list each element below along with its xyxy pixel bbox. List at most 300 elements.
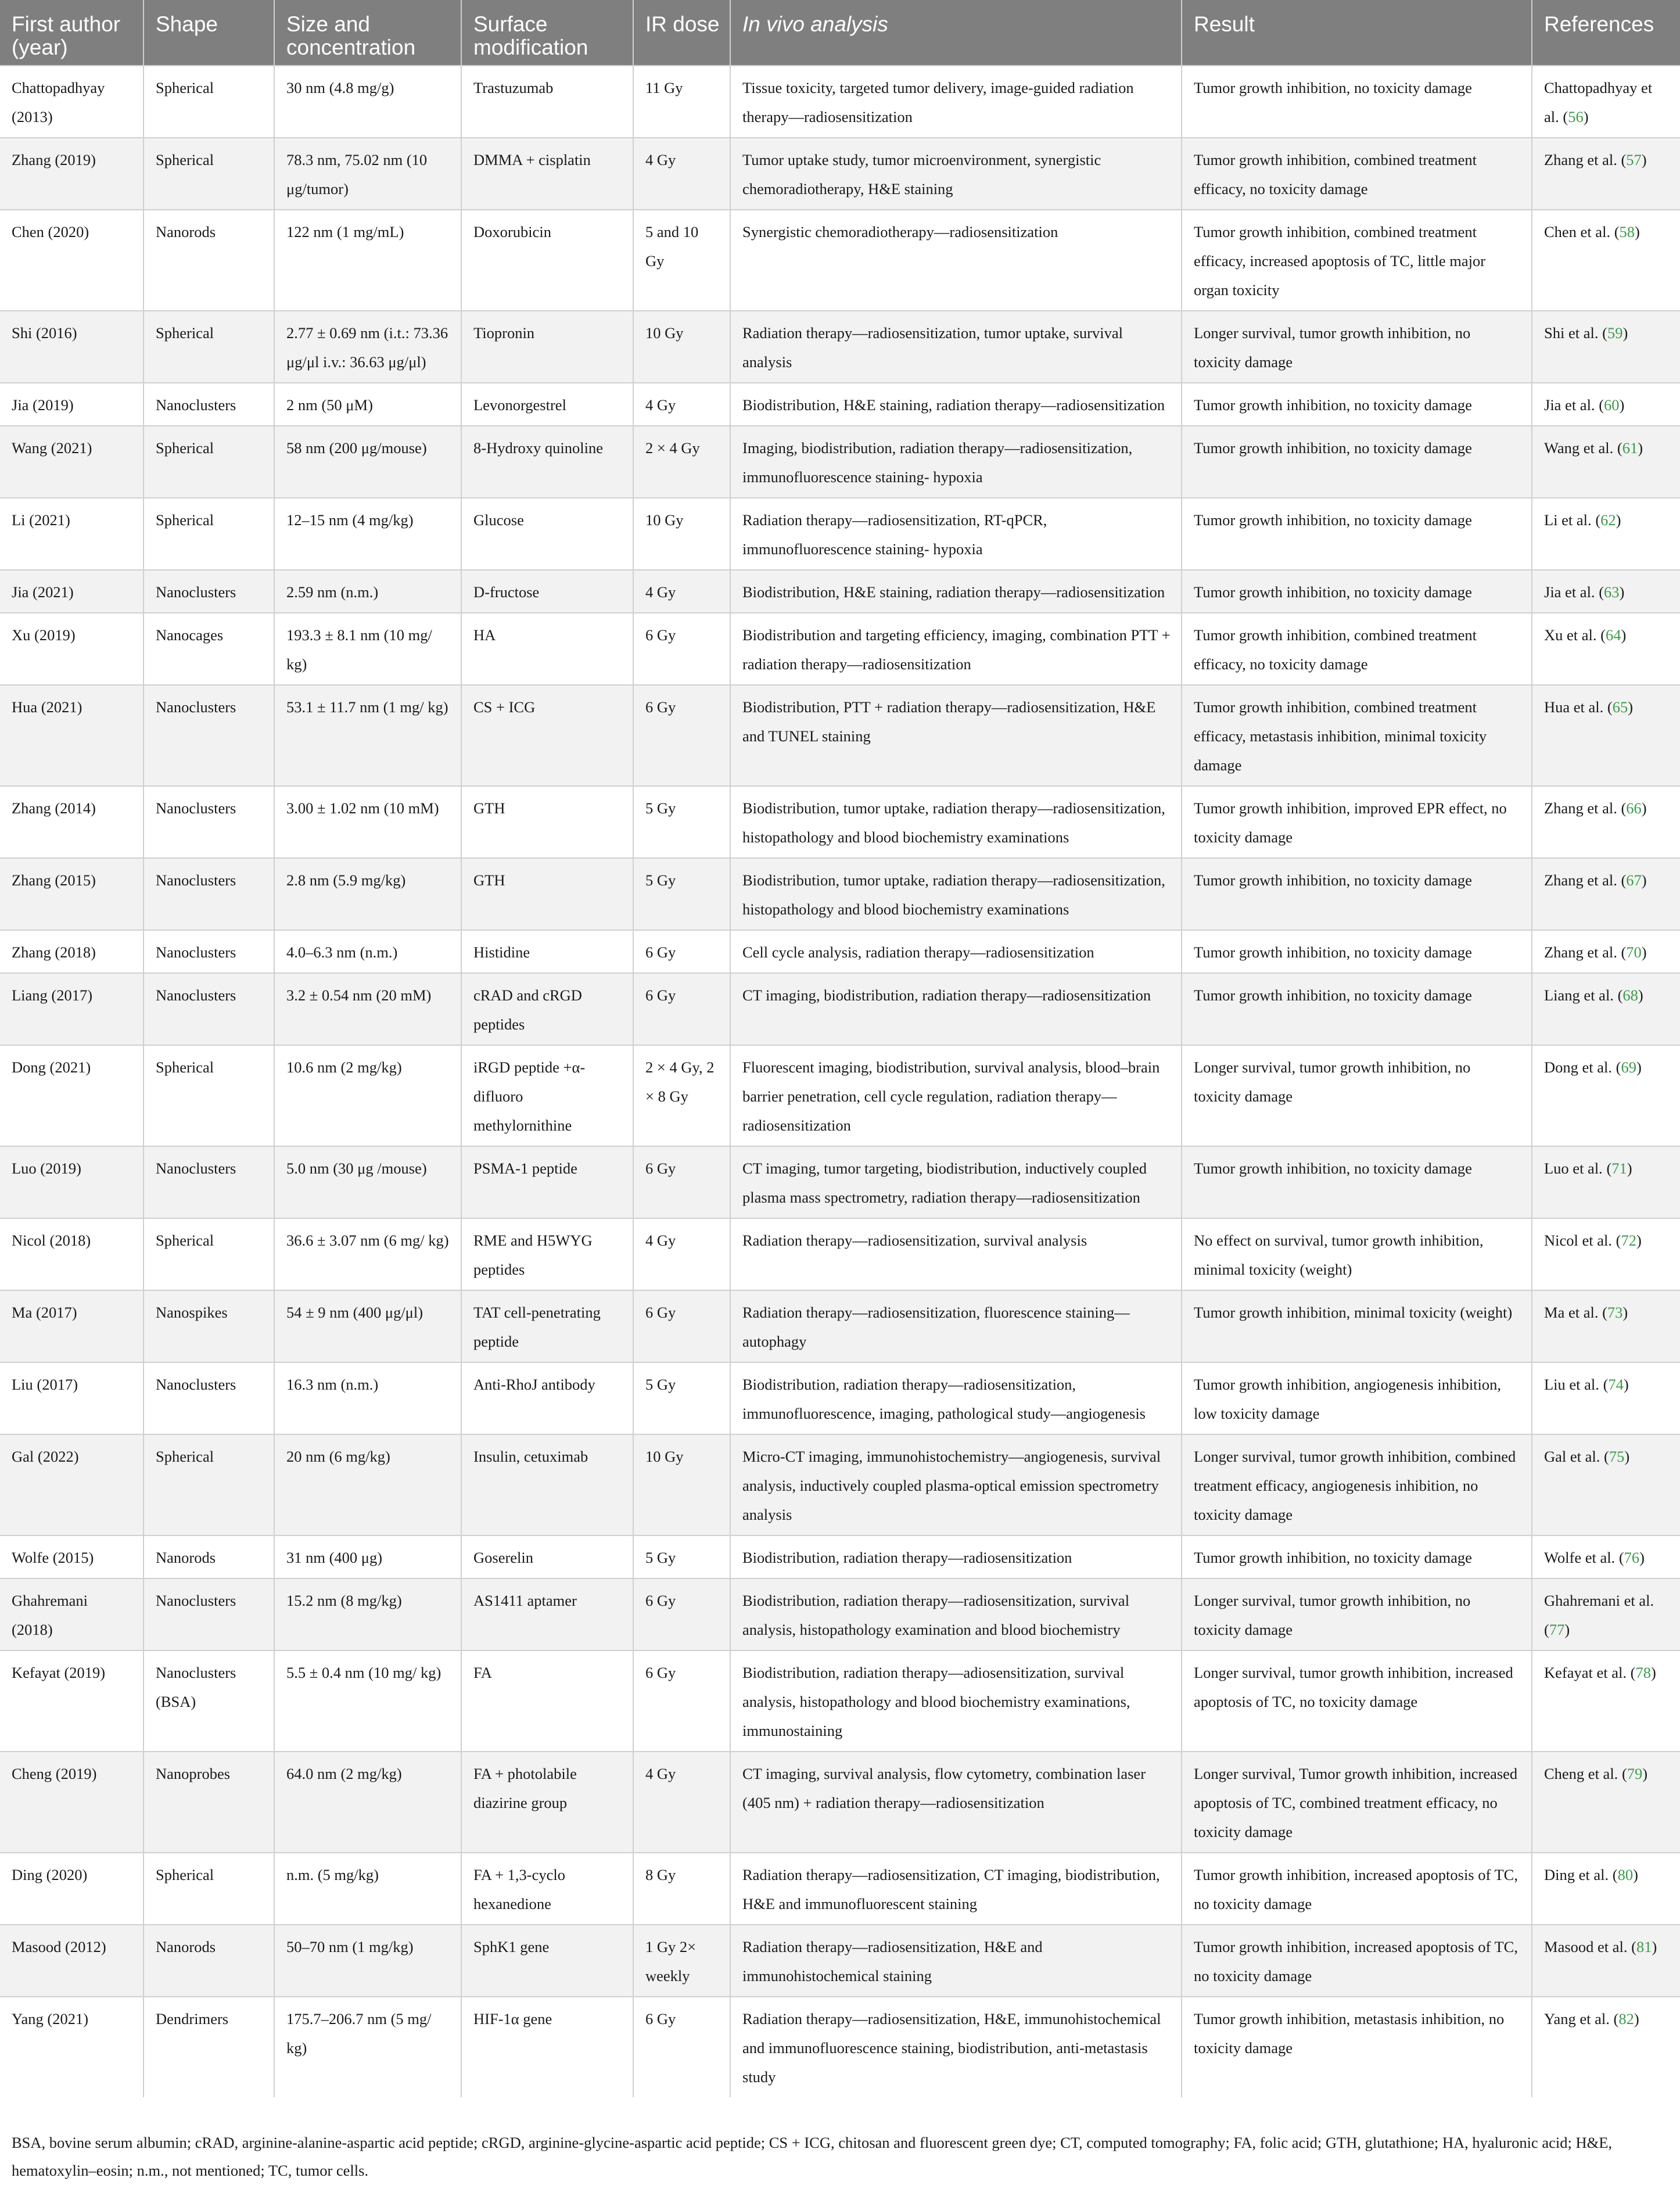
reference-author: Liu et al. <box>1544 1376 1599 1393</box>
cell-first-author: Nicol (2018) <box>0 1218 143 1290</box>
reference-number-link[interactable]: 73 <box>1607 1304 1623 1321</box>
cell-in-vivo: Imaging, biodistribution, radiation therapy—radiosensitization, immunofluorescence staining- hypoxia <box>730 426 1182 498</box>
cell-in-vivo: Radiation therapy—radiosensitization, survival analysis <box>730 1218 1182 1290</box>
reference-open-paren: ( <box>1627 1938 1636 1955</box>
cell-size: 10.6 nm (2 mg/kg) <box>274 1045 461 1146</box>
cell-ir-dose: 10 Gy <box>633 498 730 570</box>
cell-ir-dose: 4 Gy <box>633 1752 730 1853</box>
cell-in-vivo: Radiation therapy—radiosensitization, fluorescence staining—autophagy <box>730 1290 1182 1362</box>
cell-ir-dose: 6 Gy <box>633 973 730 1045</box>
cell-references <box>1532 426 1680 498</box>
cell-references <box>1532 786 1680 858</box>
cell-surface: Trastuzumab <box>461 66 633 138</box>
reference-number-link[interactable]: 62 <box>1600 511 1616 529</box>
reference-close-paren: ) <box>1652 1938 1657 1955</box>
reference-author: Zhang et al. <box>1544 799 1617 817</box>
cell-surface: HA <box>461 613 633 685</box>
cell-result: Tumor growth inhibition, combined treatment efficacy, no toxicity damage <box>1182 613 1532 685</box>
cell-ir-dose: 1 Gy 2× weekly <box>633 1925 730 1997</box>
reference-open-paren: ( <box>1617 943 1627 961</box>
cell-surface: D-fructose <box>461 570 633 613</box>
reference-open-paren: ( <box>1613 986 1623 1004</box>
reference-author: Zhang et al. <box>1544 871 1617 889</box>
reference-author: Jia et al. <box>1544 583 1595 601</box>
cell-references <box>1532 1290 1680 1362</box>
reference-number-link[interactable]: 79 <box>1627 1765 1643 1782</box>
cell-shape: Spherical <box>143 66 274 138</box>
reference-author: Yang et al. <box>1544 2010 1610 2028</box>
cell-surface: TAT cell-penetrating peptide <box>461 1290 633 1362</box>
reference-open-paren: ( <box>1609 1866 1618 1883</box>
reference-author: Wang et al. <box>1544 439 1614 457</box>
reference-close-paren: ) <box>1623 1376 1629 1393</box>
cell-size: 122 nm (1 mg/mL) <box>274 210 461 311</box>
table-row <box>0 570 1680 613</box>
cell-in-vivo: Biodistribution and targeting efficiency, imaging, combination PTT + radiation therapy—radiosensitization <box>730 613 1182 685</box>
reference-open-paren: ( <box>1559 108 1568 125</box>
reference-number-link[interactable]: 60 <box>1604 396 1620 414</box>
cell-size: 3.00 ± 1.02 nm (10 mM) <box>274 786 461 858</box>
cell-first-author: Luo (2019) <box>0 1146 143 1218</box>
cell-ir-dose: 5 Gy <box>633 1362 730 1434</box>
reference-close-paren: ) <box>1564 1621 1570 1638</box>
cell-in-vivo: Biodistribution, H&E staining, radiation therapy—radiosensitization <box>730 383 1182 426</box>
cell-size: 64.0 nm (2 mg/kg) <box>274 1752 461 1853</box>
cell-first-author: Chen (2020) <box>0 210 143 311</box>
reference-close-paren: ) <box>1635 223 1640 241</box>
reference-open-paren: ( <box>1603 698 1613 716</box>
cell-ir-dose: 5 and 10 Gy <box>633 210 730 311</box>
cell-result: Tumor growth inhibition, no toxicity damage <box>1182 973 1532 1045</box>
header-references: References <box>1532 0 1680 66</box>
cell-first-author: Zhang (2015) <box>0 858 143 930</box>
reference-close-paren: ) <box>1639 1549 1645 1566</box>
reference-number-link[interactable]: 76 <box>1624 1549 1640 1566</box>
reference-number-link[interactable]: 82 <box>1618 2010 1634 2028</box>
cell-references <box>1532 1650 1680 1752</box>
cell-references <box>1532 1045 1680 1146</box>
cell-shape: Nanoclusters <box>143 1578 274 1650</box>
table-body <box>0 66 1680 2097</box>
cell-in-vivo: Biodistribution, PTT + radiation therapy—radiosensitization, H&E and TUNEL staining <box>730 685 1182 786</box>
cell-first-author: Jia (2019) <box>0 383 143 426</box>
cell-surface: cRAD and cRGD peptides <box>461 973 633 1045</box>
cell-ir-dose: 6 Gy <box>633 1290 730 1362</box>
header-surface: Surface modification <box>461 0 633 66</box>
table-row <box>0 1434 1680 1535</box>
reference-close-paren: ) <box>1627 1160 1632 1177</box>
cell-surface: AS1411 aptamer <box>461 1578 633 1650</box>
reference-number-link[interactable]: 69 <box>1621 1058 1636 1076</box>
cell-in-vivo: Fluorescent imaging, biodistribution, survival analysis, blood–brain barrier penetration, cell cycle regulation, radiation therapy—radiosensitization <box>730 1045 1182 1146</box>
cell-result: Longer survival, tumor growth inhibition, no toxicity damage <box>1182 1578 1532 1650</box>
cell-shape: Nanoclusters <box>143 858 274 930</box>
table-row <box>0 311 1680 383</box>
cell-result: Tumor growth inhibition, combined treatment efficacy, metastasis inhibition, minimal toxicity damage <box>1182 685 1532 786</box>
cell-ir-dose: 6 Gy <box>633 1146 730 1218</box>
cell-references <box>1532 1853 1680 1925</box>
cell-result: Longer survival, tumor growth inhibition, increased apoptosis of TC, no toxicity damage <box>1182 1650 1532 1752</box>
table-row <box>0 1578 1680 1650</box>
cell-shape: Nanoclusters <box>143 685 274 786</box>
cell-ir-dose: 6 Gy <box>633 685 730 786</box>
table-row <box>0 1535 1680 1578</box>
cell-in-vivo: Cell cycle analysis, radiation therapy—radiosensitization <box>730 930 1182 973</box>
cell-result: Tumor growth inhibition, no toxicity damage <box>1182 1146 1532 1218</box>
reference-author: Wolfe et al. <box>1544 1549 1616 1566</box>
cell-size: 15.2 nm (8 mg/kg) <box>274 1578 461 1650</box>
cell-in-vivo: Radiation therapy—radiosensitization, tumor uptake, survival analysis <box>730 311 1182 383</box>
reference-close-paren: ) <box>1641 871 1647 889</box>
table-row <box>0 685 1680 786</box>
reference-open-paren: ( <box>1609 2010 1619 2028</box>
reference-number-link[interactable]: 78 <box>1635 1664 1651 1681</box>
reference-author: Hua et al. <box>1544 698 1604 716</box>
reference-author: Ghahremani et al. <box>1544 1592 1654 1609</box>
cell-size: 4.0–6.3 nm (n.m.) <box>274 930 461 973</box>
cell-surface: Anti-RhoJ antibody <box>461 1362 633 1434</box>
reference-number-link[interactable]: 58 <box>1619 223 1635 241</box>
reference-author: Ma et al. <box>1544 1304 1599 1321</box>
table-row <box>0 930 1680 973</box>
cell-shape: Spherical <box>143 1218 274 1290</box>
cell-first-author: Zhang (2018) <box>0 930 143 973</box>
cell-shape: Nanoclusters <box>143 930 274 973</box>
cell-surface: FA + photolabile diazirine group <box>461 1752 633 1853</box>
cell-references <box>1532 930 1680 973</box>
cell-result: Tumor growth inhibition, angiogenesis inhibition, low toxicity damage <box>1182 1362 1532 1434</box>
cell-in-vivo: Biodistribution, radiation therapy—radiosensitization, immunofluorescence, imaging, pathological study—angiogenesis <box>730 1362 1182 1434</box>
cell-first-author: Jia (2021) <box>0 570 143 613</box>
reference-open-paren: ( <box>1617 799 1627 817</box>
reference-author: Zhang et al. <box>1544 151 1617 168</box>
table-row <box>0 138 1680 210</box>
reference-number-link[interactable]: 72 <box>1621 1232 1636 1249</box>
cell-surface: Goserelin <box>461 1535 633 1578</box>
table-row <box>0 1146 1680 1218</box>
reference-number-link[interactable]: 80 <box>1617 1866 1634 1883</box>
cell-size: 12–15 nm (4 mg/kg) <box>274 498 461 570</box>
cell-ir-dose: 6 Gy <box>633 613 730 685</box>
table-row <box>0 1853 1680 1925</box>
cell-references <box>1532 66 1680 138</box>
cell-in-vivo: Biodistribution, H&E staining, radiation therapy—radiosensitization <box>730 570 1182 613</box>
table-row <box>0 786 1680 858</box>
cell-references <box>1532 1218 1680 1290</box>
reference-open-paren: ( <box>1596 626 1606 644</box>
cell-shape: Nanoclusters <box>143 570 274 613</box>
cell-first-author: Shi (2016) <box>0 311 143 383</box>
cell-result: Tumor growth inhibition, no toxicity damage <box>1182 426 1532 498</box>
cell-first-author: Xu (2019) <box>0 613 143 685</box>
cell-first-author: Yang (2021) <box>0 1997 143 2097</box>
cell-references <box>1532 570 1680 613</box>
cell-in-vivo: CT imaging, biodistribution, radiation therapy—radiosensitization <box>730 973 1182 1045</box>
reference-number-link[interactable]: 64 <box>1605 626 1621 644</box>
cell-surface: SphK1 gene <box>461 1925 633 1997</box>
cell-surface: FA + 1,3-cyclo hexanedione <box>461 1853 633 1925</box>
cell-references <box>1532 1997 1680 2097</box>
cell-surface: 8-Hydroxy quinoline <box>461 426 633 498</box>
reference-author: Kefayat et al. <box>1544 1664 1627 1681</box>
cell-shape: Nanoclusters <box>143 1146 274 1218</box>
cell-surface: RME and H5WYG peptides <box>461 1218 633 1290</box>
cell-shape: Spherical <box>143 1045 274 1146</box>
reference-open-paren: ( <box>1610 223 1620 241</box>
cell-ir-dose: 5 Gy <box>633 858 730 930</box>
cell-size: 2.77 ± 0.69 nm (i.t.: 73.36 μg/μl i.v.: 36.63 μg/μl) <box>274 311 461 383</box>
cell-first-author: Chattopadhyay (2013) <box>0 66 143 138</box>
table-row <box>0 1290 1680 1362</box>
reference-author: Jia et al. <box>1544 396 1595 414</box>
reference-number-link[interactable]: 65 <box>1612 698 1628 716</box>
cell-surface: Doxorubicin <box>461 210 633 311</box>
cell-ir-dose: 6 Gy <box>633 1578 730 1650</box>
cell-ir-dose: 8 Gy <box>633 1853 730 1925</box>
cell-shape: Nanoclusters <box>143 786 274 858</box>
reference-number-link[interactable]: 70 <box>1626 943 1642 961</box>
table-row <box>0 210 1680 311</box>
cell-first-author: Wang (2021) <box>0 426 143 498</box>
reference-open-paren: ( <box>1602 1160 1612 1177</box>
cell-ir-dose: 6 Gy <box>633 1997 730 2097</box>
cell-result: Longer survival, Tumor growth inhibition, increased apoptosis of TC, combined treatment efficacy, no toxicity damage <box>1182 1752 1532 1853</box>
cell-result: Tumor growth inhibition, metastasis inhibition, no toxicity damage <box>1182 1997 1532 2097</box>
reference-close-paren: ) <box>1622 324 1628 342</box>
cell-first-author: Zhang (2014) <box>0 786 143 858</box>
cell-surface: Glucose <box>461 498 633 570</box>
cell-surface: Levonorgestrel <box>461 383 633 426</box>
reference-open-paren: ( <box>1617 871 1627 889</box>
cell-references <box>1532 1925 1680 1997</box>
cell-size: 54 ± 9 nm (400 μg/μl) <box>274 1290 461 1362</box>
cell-in-vivo: Biodistribution, tumor uptake, radiation therapy—radiosensitization, histopathology and blood biochemistry examinations <box>730 786 1182 858</box>
cell-result: Tumor growth inhibition, combined treatment efficacy, no toxicity damage <box>1182 138 1532 210</box>
header-ir-dose: IR dose <box>633 0 730 66</box>
cell-surface: HIF-1α gene <box>461 1997 633 2097</box>
reference-author: Shi et al. <box>1544 324 1599 342</box>
cell-in-vivo: Tumor uptake study, tumor microenvironment, synergistic chemoradiotherapy, H&E staining <box>730 138 1182 210</box>
cell-in-vivo: Radiation therapy—radiosensitization, CT imaging, biodistribution, H&E and immunofluorescent staining <box>730 1853 1182 1925</box>
header-size: Size and concentration <box>274 0 461 66</box>
cell-result: Tumor growth inhibition, no toxicity damage <box>1182 383 1532 426</box>
reference-close-paren: ) <box>1641 943 1647 961</box>
reference-author: Nicol et al. <box>1544 1232 1612 1249</box>
cell-surface: CS + ICG <box>461 685 633 786</box>
cell-first-author: Cheng (2019) <box>0 1752 143 1853</box>
cell-first-author: Masood (2012) <box>0 1925 143 1997</box>
cell-in-vivo: Micro-CT imaging, immunohistochemistry—angiogenesis, survival analysis, inductively coupled plasma-optical emission spectrometry analysis <box>730 1434 1182 1535</box>
reference-number-link[interactable]: 67 <box>1626 871 1642 889</box>
cell-first-author: Liang (2017) <box>0 973 143 1045</box>
cell-size: 53.1 ± 11.7 nm (1 mg/ kg) <box>274 685 461 786</box>
cell-in-vivo: Biodistribution, tumor uptake, radiation therapy—radiosensitization, histopathology and blood biochemistry examinations <box>730 858 1182 930</box>
cell-size: 193.3 ± 8.1 nm (10 mg/ kg) <box>274 613 461 685</box>
cell-shape: Nanoclusters (BSA) <box>143 1650 274 1752</box>
cell-references <box>1532 685 1680 786</box>
reference-close-paren: ) <box>1628 698 1634 716</box>
cell-references <box>1532 1535 1680 1578</box>
reference-close-paren: ) <box>1634 2010 1639 2028</box>
table-row <box>0 1997 1680 2097</box>
cell-in-vivo: Biodistribution, radiation therapy—adiosensitization, survival analysis, histopathology and blood biochemistry examinations, immunostaining <box>730 1650 1182 1752</box>
cell-surface: GTH <box>461 786 633 858</box>
cell-shape: Nanorods <box>143 1535 274 1578</box>
cell-references <box>1532 210 1680 311</box>
reference-close-paren: ) <box>1638 986 1643 1004</box>
cell-first-author: Li (2021) <box>0 498 143 570</box>
cell-references <box>1532 973 1680 1045</box>
cell-surface: Histidine <box>461 930 633 973</box>
cell-ir-dose: 6 Gy <box>633 930 730 973</box>
reference-number-link[interactable]: 56 <box>1568 108 1584 125</box>
cell-size: 175.7–206.7 nm (5 mg/ kg) <box>274 1997 461 2097</box>
table-row <box>0 1218 1680 1290</box>
reference-open-paren: ( <box>1617 151 1627 168</box>
reference-number-link[interactable]: 59 <box>1607 324 1623 342</box>
reference-close-paren: ) <box>1619 396 1625 414</box>
reference-open-paren: ( <box>1627 1664 1636 1681</box>
reference-close-paren: ) <box>1641 799 1647 817</box>
cell-ir-dose: 5 Gy <box>633 1535 730 1578</box>
header-row <box>0 0 1680 66</box>
cell-ir-dose: 11 Gy <box>633 66 730 138</box>
cell-result: Tumor growth inhibition, increased apoptosis of TC, no toxicity damage <box>1182 1853 1532 1925</box>
cell-size: 3.2 ± 0.54 nm (20 mM) <box>274 973 461 1045</box>
table-row <box>0 1925 1680 1997</box>
reference-number-link[interactable]: 68 <box>1622 986 1638 1004</box>
cell-shape: Nanoprobes <box>143 1752 274 1853</box>
reference-number-link[interactable]: 63 <box>1604 583 1620 601</box>
cell-size: 2.8 nm (5.9 mg/kg) <box>274 858 461 930</box>
cell-shape: Nanoclusters <box>143 973 274 1045</box>
cell-result: Longer survival, tumor growth inhibition, combined treatment efficacy, angiogenesis inhibition, no toxicity damage <box>1182 1434 1532 1535</box>
cell-in-vivo: Biodistribution, radiation therapy—radiosensitization <box>730 1535 1182 1578</box>
cell-size: 31 nm (400 μg) <box>274 1535 461 1578</box>
cell-in-vivo: Tissue toxicity, targeted tumor delivery, image-guided radiation therapy—radiosensitization <box>730 66 1182 138</box>
reference-author: Li et al. <box>1544 511 1592 529</box>
cell-references <box>1532 498 1680 570</box>
reference-author: Dong et al. <box>1544 1058 1613 1076</box>
cell-references <box>1532 1578 1680 1650</box>
cell-size: 5.0 nm (30 μg /mouse) <box>274 1146 461 1218</box>
table-footnote: BSA, bovine serum albumin; cRAD, arginine-alanine-aspartic acid peptide; cRGD, arginine-glycine-aspartic acid peptide; CS + ICG, chitosan and fluorescent green dye; CT, computed tomography; FA, folic acid; GTH, glutathione; HA, hyaluronic acid; H&E, hematoxylin–eosin; n.m., not mentioned; TC, tumor cells. <box>12 2134 1613 2179</box>
reference-author: Chen et al. <box>1544 223 1611 241</box>
cell-surface: DMMA + cisplatin <box>461 138 633 210</box>
cell-size: n.m. (5 mg/kg) <box>274 1853 461 1925</box>
reference-open-paren: ( <box>1544 1621 1549 1638</box>
cell-shape: Nanocages <box>143 613 274 685</box>
reference-open-paren: ( <box>1598 1304 1607 1321</box>
cell-shape: Spherical <box>143 311 274 383</box>
reference-number-link[interactable]: 75 <box>1609 1448 1625 1465</box>
cell-result: Tumor growth inhibition, no toxicity damage <box>1182 858 1532 930</box>
cell-size: 58 nm (200 μg/mouse) <box>274 426 461 498</box>
reference-close-paren: ) <box>1641 151 1647 168</box>
cell-result: No effect on survival, tumor growth inhibition, minimal toxicity (weight) <box>1182 1218 1532 1290</box>
cell-first-author: Ding (2020) <box>0 1853 143 1925</box>
reference-close-paren: ) <box>1619 583 1625 601</box>
cell-shape: Spherical <box>143 426 274 498</box>
reference-author: Cheng et al. <box>1544 1765 1618 1782</box>
table-row <box>0 383 1680 426</box>
reference-open-paren: ( <box>1598 324 1607 342</box>
cell-result: Longer survival, tumor growth inhibition, no toxicity damage <box>1182 1045 1532 1146</box>
header-in-vivo-text: In vivo analysis <box>742 12 888 36</box>
reference-close-paren: ) <box>1621 626 1627 644</box>
reference-number-link[interactable]: 74 <box>1608 1376 1624 1393</box>
reference-open-paren: ( <box>1599 1376 1609 1393</box>
reference-author: Ding et al. <box>1544 1866 1609 1883</box>
table-row <box>0 66 1680 138</box>
cell-size: 78.3 nm, 75.02 nm (10 μg/tumor) <box>274 138 461 210</box>
reference-number-link[interactable]: 71 <box>1611 1160 1627 1177</box>
reference-close-paren: ) <box>1638 439 1643 457</box>
cell-references <box>1532 613 1680 685</box>
reference-open-paren: ( <box>1613 439 1622 457</box>
reference-close-paren: ) <box>1616 511 1621 529</box>
reference-number-link[interactable]: 77 <box>1549 1621 1565 1638</box>
cell-ir-dose: 5 Gy <box>633 786 730 858</box>
cell-references <box>1532 138 1680 210</box>
cell-first-author: Wolfe (2015) <box>0 1535 143 1578</box>
cell-ir-dose: 6 Gy <box>633 1650 730 1752</box>
cell-surface: Insulin, cetuximab <box>461 1434 633 1535</box>
cell-first-author: Zhang (2019) <box>0 138 143 210</box>
cell-size: 50–70 nm (1 mg/kg) <box>274 1925 461 1997</box>
cell-shape: Spherical <box>143 498 274 570</box>
cell-result: Tumor growth inhibition, no toxicity damage <box>1182 930 1532 973</box>
reference-author: Liang et al. <box>1544 986 1614 1004</box>
reference-open-paren: ( <box>1612 1232 1621 1249</box>
cell-size: 20 nm (6 mg/kg) <box>274 1434 461 1535</box>
cell-size: 16.3 nm (n.m.) <box>274 1362 461 1434</box>
cell-result: Tumor growth inhibition, minimal toxicity (weight) <box>1182 1290 1532 1362</box>
cell-surface: iRGD peptide +α-difluoro methylornithine <box>461 1045 633 1146</box>
cell-surface: FA <box>461 1650 633 1752</box>
cell-shape: Nanoclusters <box>143 383 274 426</box>
reference-close-paren: ) <box>1636 1232 1642 1249</box>
table-row <box>0 858 1680 930</box>
table-row <box>0 1752 1680 1853</box>
header-first-author: First author (year) <box>0 0 143 66</box>
cell-result: Tumor growth inhibition, no toxicity damage <box>1182 1535 1532 1578</box>
reference-close-paren: ) <box>1583 108 1589 125</box>
reference-number-link[interactable]: 66 <box>1626 799 1642 817</box>
reference-number-link[interactable]: 61 <box>1622 439 1638 457</box>
reference-number-link[interactable]: 57 <box>1626 151 1642 168</box>
cell-first-author: Liu (2017) <box>0 1362 143 1434</box>
cell-result: Longer survival, tumor growth inhibition, no toxicity damage <box>1182 311 1532 383</box>
reference-number-link[interactable]: 81 <box>1636 1938 1652 1955</box>
reference-close-paren: ) <box>1642 1765 1648 1782</box>
cell-size: 5.5 ± 0.4 nm (10 mg/ kg) <box>274 1650 461 1752</box>
cell-first-author: Dong (2021) <box>0 1045 143 1146</box>
cell-shape: Spherical <box>143 1853 274 1925</box>
cell-surface: GTH <box>461 858 633 930</box>
reference-author: Zhang et al. <box>1544 943 1617 961</box>
cell-in-vivo: Radiation therapy—radiosensitization, H&E, immunohistochemical and immunofluorescence staining, biodistribution, anti-metastasis study <box>730 1997 1182 2097</box>
cell-shape: Nanorods <box>143 210 274 311</box>
cell-size: 2.59 nm (n.m.) <box>274 570 461 613</box>
cell-in-vivo: Radiation therapy—radiosensitization, H&E and immunohistochemical staining <box>730 1925 1182 1997</box>
reference-open-paren: ( <box>1618 1765 1627 1782</box>
cell-result: Tumor growth inhibition, no toxicity damage <box>1182 570 1532 613</box>
table-row <box>0 613 1680 685</box>
cell-result: Tumor growth inhibition, improved EPR effect, no toxicity damage <box>1182 786 1532 858</box>
cell-first-author: Gal (2022) <box>0 1434 143 1535</box>
cell-in-vivo: Radiation therapy—radiosensitization, RT-qPCR, immunofluorescence staining- hypoxia <box>730 498 1182 570</box>
